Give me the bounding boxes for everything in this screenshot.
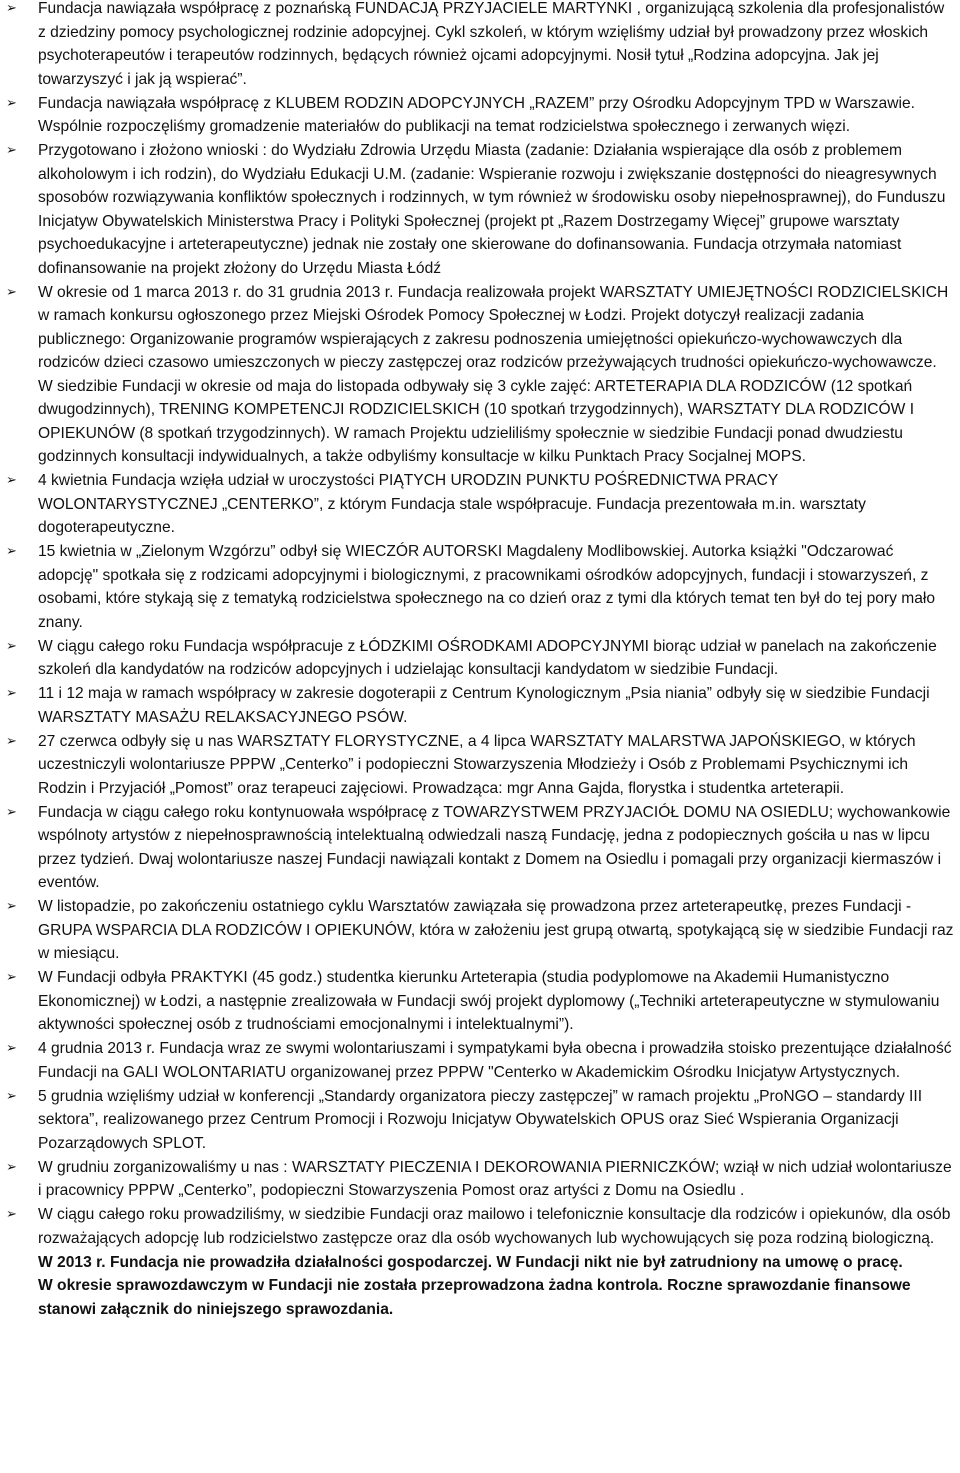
list-item bbox=[0, 1203, 954, 1250]
closing-line-audit: W okresie sprawozdawczym w Fundacji nie została przeprowadzona żadna kontrola. Roczne sprawozdanie finansowe stanowi załącznik do niniejszego sprawozdania. bbox=[38, 1277, 911, 1318]
list-item bbox=[0, 92, 954, 139]
list-item bbox=[0, 801, 954, 895]
item-text: 4 grudnia 2013 r. Fundacja wraz ze swymi wolontariuszami i sympatykami była obecna i prowadziła stoisko prezentujące działalność Fundacji na GALI WOLONTARIATU organizowanej przez PPPW "Centerko w Akademickim Ośrodku Inicjatyw Artystycznych. bbox=[38, 1040, 952, 1081]
arrow-bullet-icon: ➢ bbox=[6, 1, 17, 16]
item-text: 5 grudnia wzięliśmy udział w konferencji „Standardy organizatora pieczy zastępczej” w ramach projektu „ProNGO – standardy III sektora”, realizowanego przez Centrum Promocji i Rozwoju Inicjatyw Obywatelskich OPUS oraz Sieć Wspierania Organizacji Pozarządowych SPLOT. bbox=[38, 1087, 923, 1152]
arrow-bullet-icon: ➢ bbox=[6, 638, 17, 654]
list-item bbox=[0, 281, 954, 469]
item-text: 11 i 12 maja w ramach współpracy w zakresie dogoterapii z Centrum Kynologicznym „Psia niania” odbyły się w siedzibie Fundacji WARSZTATY MASAŻU RELAKSACYJNEGO PSÓW. bbox=[38, 685, 930, 726]
arrow-bullet-icon: ➢ bbox=[6, 544, 17, 559]
arrow-bullet-icon: ➢ bbox=[6, 95, 17, 111]
list-item bbox=[0, 635, 954, 682]
list-item bbox=[0, 1085, 954, 1156]
item-text: W ciągu całego roku Fundacja współpracuje z ŁÓDZKIMI OŚRODKAMI ADOPCYJNYMI biorąc udział w panelach na zakończenie szkoleń dla kandydatów na rodziców adopcyjnych i udzielając konsultacji kandydatom w siedzibie Fundacji. bbox=[38, 637, 937, 678]
item-text: W ciągu całego roku prowadziliśmy, w siedzibie Fundacji oraz mailowo i telefonicznie konsultacje dla rodziców i opiekunów, dla osób rozważających adopcję lub rodzicielstwo zastępcze oraz dla osób wychowanych lub wychowujących się poza rodziną biologiczną. bbox=[38, 1206, 951, 1247]
list-item bbox=[0, 730, 954, 801]
list-item bbox=[0, 682, 954, 729]
list-item bbox=[0, 895, 954, 966]
arrow-bullet-icon: ➢ bbox=[6, 1088, 17, 1104]
list-item bbox=[0, 966, 954, 1037]
item-text: W grudniu zorganizowaliśmy u nas : WARSZTATY PIECZENIA I DEKOROWANIA PIERNICZKÓW; wziął w nich udział wolontariusze i pracownicy PPPW „Centerko”, podopieczni Stowarzyszenia Pomost oraz artyści z Domu na Osiedlu . bbox=[38, 1158, 952, 1199]
arrow-bullet-icon: ➢ bbox=[6, 733, 17, 749]
item-text: W Fundacji odbyła PRAKTYKI (45 godz.) studentka kierunku Arteterapia (studia podyplomowe na Akademii Humanistyczno Ekonomicznej) w Łodzi, a następnie zrealizowała w Fundacji swój projekt dyplomowy („Techniki arteterapeutyczne w stymulowaniu aktywności społecznej osób z trudnościami emocjonalnymi i intelektualnymi”). bbox=[38, 969, 940, 1033]
list-item bbox=[0, 1156, 954, 1203]
list-item bbox=[0, 540, 954, 634]
closing-statement bbox=[0, 1251, 954, 1322]
arrow-bullet-icon: ➢ bbox=[6, 899, 17, 914]
arrow-bullet-icon: ➢ bbox=[6, 1159, 17, 1175]
list-item bbox=[0, 0, 954, 91]
arrow-bullet-icon: ➢ bbox=[6, 970, 17, 985]
arrow-bullet-icon: ➢ bbox=[6, 473, 17, 488]
list-item bbox=[0, 469, 954, 540]
arrow-bullet-icon: ➢ bbox=[6, 1207, 17, 1222]
item-text: W listopadzie, po zakończeniu ostatniego cyklu Warsztatów zawiązała się prowadzona przez arteterapeutkę, prezes Fundacji - GRUPA WSPARCIA DLA RODZICÓW I OPIEKUNÓW, która w założeniu jest grupą otwartą, spotykającą się w siedzibie Fundacji raz w miesiącu. bbox=[38, 898, 954, 962]
arrow-bullet-icon: ➢ bbox=[6, 143, 17, 158]
arrow-bullet-icon: ➢ bbox=[6, 804, 17, 820]
item-text: Przygotowano i złożono wnioski : do Wydziału Zdrowia Urzędu Miasta (zadanie: Działania wspierające dla osób z problemem alkoholowym i ich rodzin), do Wydziału Edukacji U.M. (zadanie: Wspieranie rozwoju i zwiększanie dostępności do nieagresywnych sposobów rozwiązywania konfliktów społecznych i rodzinnych, w tym również w środowisku osoby niepełnosprawnej), do Funduszu Inicjatyw Obywatelskich Ministerstwa Pracy i Polityki Społecznej (projekt pt „Razem Dostrzegamy Więcej” grupowe warsztaty psychoedukacyjne i arteterapeutyczne) jednak nie zostały one skierowane do dofinansowania. Fundacja otrzymała natomiast dofinansowanie na projekt złożony do Urzędu Miasta Łódź bbox=[38, 142, 946, 277]
list-item bbox=[0, 1037, 954, 1084]
item-text: 4 kwietnia Fundacja wzięła udział w uroczystości PIĄTYCH URODZIN PUNKTU POŚREDNICTWA PRACY WOLONTARYSTYCZNEJ „CENTERKO”, z którym Fundacja stale współpracuje. Fundacja prezentowała m.in. warsztaty dogoterapeutyczne. bbox=[38, 472, 866, 536]
item-text: W okresie od 1 marca 2013 r. do 31 grudnia 2013 r. Fundacja realizowała projekt WARSZTATY UMIEJĘTNOŚCI RODZICIELSKICH w ramach konkursu ogłoszonego przez Miejski Ośrodek Pomocy Społecznej w Łodzi. Projekt dotyczył realizacji zadania publicznego: Organizowanie programów wspierających z zakresu podnoszenia umiejętności opiekuńczo-wychowawczych dla rodziców dzieci czasowo umieszczonych w pieczy zastępczej oraz rodziców przeżywających trudności opiekuńczo-wychowawcze. W siedzibie Fundacji w okresie od maja do listopada odbywały się 3 cykle zajęć: ARTETERAPIA DLA RODZICÓW (12 spotkań dwugodzinnych), TRENING KOMPETENCJI RODZICIELSKICH (10 spotkań trzygodzinnych), WARSZTATY DLA RODZICÓW I OPIEKUNÓW (8 spotkań trzygodzinnych). W ramach Projektu udzieliliśmy społecznie w siedzibie Fundacji ponad dwudziestu godzinnych konsultacji indywidualnych, a także odbyliśmy konsultacje w kilku Punktach Pracy Socjalnej MOPS. bbox=[38, 283, 949, 465]
arrow-bullet-icon: ➢ bbox=[6, 1041, 17, 1056]
arrow-bullet-icon: ➢ bbox=[6, 284, 17, 300]
item-text: Fundacja nawiązała współpracę z poznańską FUNDACJĄ PRZYJACIELE MARTYNKI , organizującą szkolenia dla profesjonalistów z dziedziny pomocy psychologicznej rodzinie adopcyjnej. Cykl szkoleń, w którym wzięliśmy udział był prowadzony przez włoskich psychoterapeutów i terapeutów rodzinnych, będących również ojcami adopcyjnymi. Nosił tytuł „Rodzina adopcyjna. Jak jej towarzyszyć i jak ją wspierać”. bbox=[38, 0, 945, 88]
item-text: 27 czerwca odbyły się u nas WARSZTATY FLORYSTYCZNE, a 4 lipca WARSZTATY MALARSTWA JAPOŃSKIEGO, w których uczestniczyli wolontariusze PPPW „Centerko” i podopieczni Stowarzyszenia Młodzieży i Osób z Problemami Psychicznymi ich Rodzin i Przyjaciół „Pomost” oraz terapeuci zajęciowi. Prowadząca: mgr Anna Gajda, florystka i studentka arteterapii. bbox=[38, 732, 916, 797]
arrow-bullet-icon: ➢ bbox=[6, 686, 17, 701]
list-item bbox=[0, 139, 954, 280]
item-text: Fundacja nawiązała współpracę z KLUBEM RODZIN ADOPCYJNYCH „RAZEM” przy Ośrodku Adopcyjnym TPD w Warszawie. Wspólnie rozpoczęliśmy gromadzenie materiałów do publikacji na temat rodzicielstwa społecznego i zerwanych więzi. bbox=[38, 94, 915, 135]
item-text: 15 kwietnia w „Zielonym Wzgórzu” odbył się WIECZÓR AUTORSKI Magdaleny Modlibowskiej. Autorka książki "Odczarować adopcję" spotkała się z rodzicami adopcyjnymi i biologicznymi, z pracownikami ośrodków adopcyjnych, fundacji i stowarzyszeń, z osobami, które stykają się z tematyką rodzicielstwa społecznego na co dzień oraz z tymi dla których temat ten był do tej pory mało znany. bbox=[38, 543, 936, 631]
item-text: Fundacja w ciągu całego roku kontynuowała współpracę z TOWARZYSTWEM PRZYJACIÓŁ DOMU NA OSIEDLU; wychowankowie wspólnoty artystów z niepełnosprawnością intelektualną odwiedzali naszą Fundację, jedna z podopiecznych gościła u nas w lipcu przez tydzień. Dwaj wolontariusze naszej Fundacji nawiązali kontakt z Domem na Osiedlu i pomagali przy organizacji kiermaszów i eventów. bbox=[38, 803, 951, 891]
closing-line-economic-activity: W 2013 r. Fundacja nie prowadziła działalności gospodarczej. W Fundacji nikt nie był zatrudniony na umowę o pracę. bbox=[38, 1253, 903, 1271]
